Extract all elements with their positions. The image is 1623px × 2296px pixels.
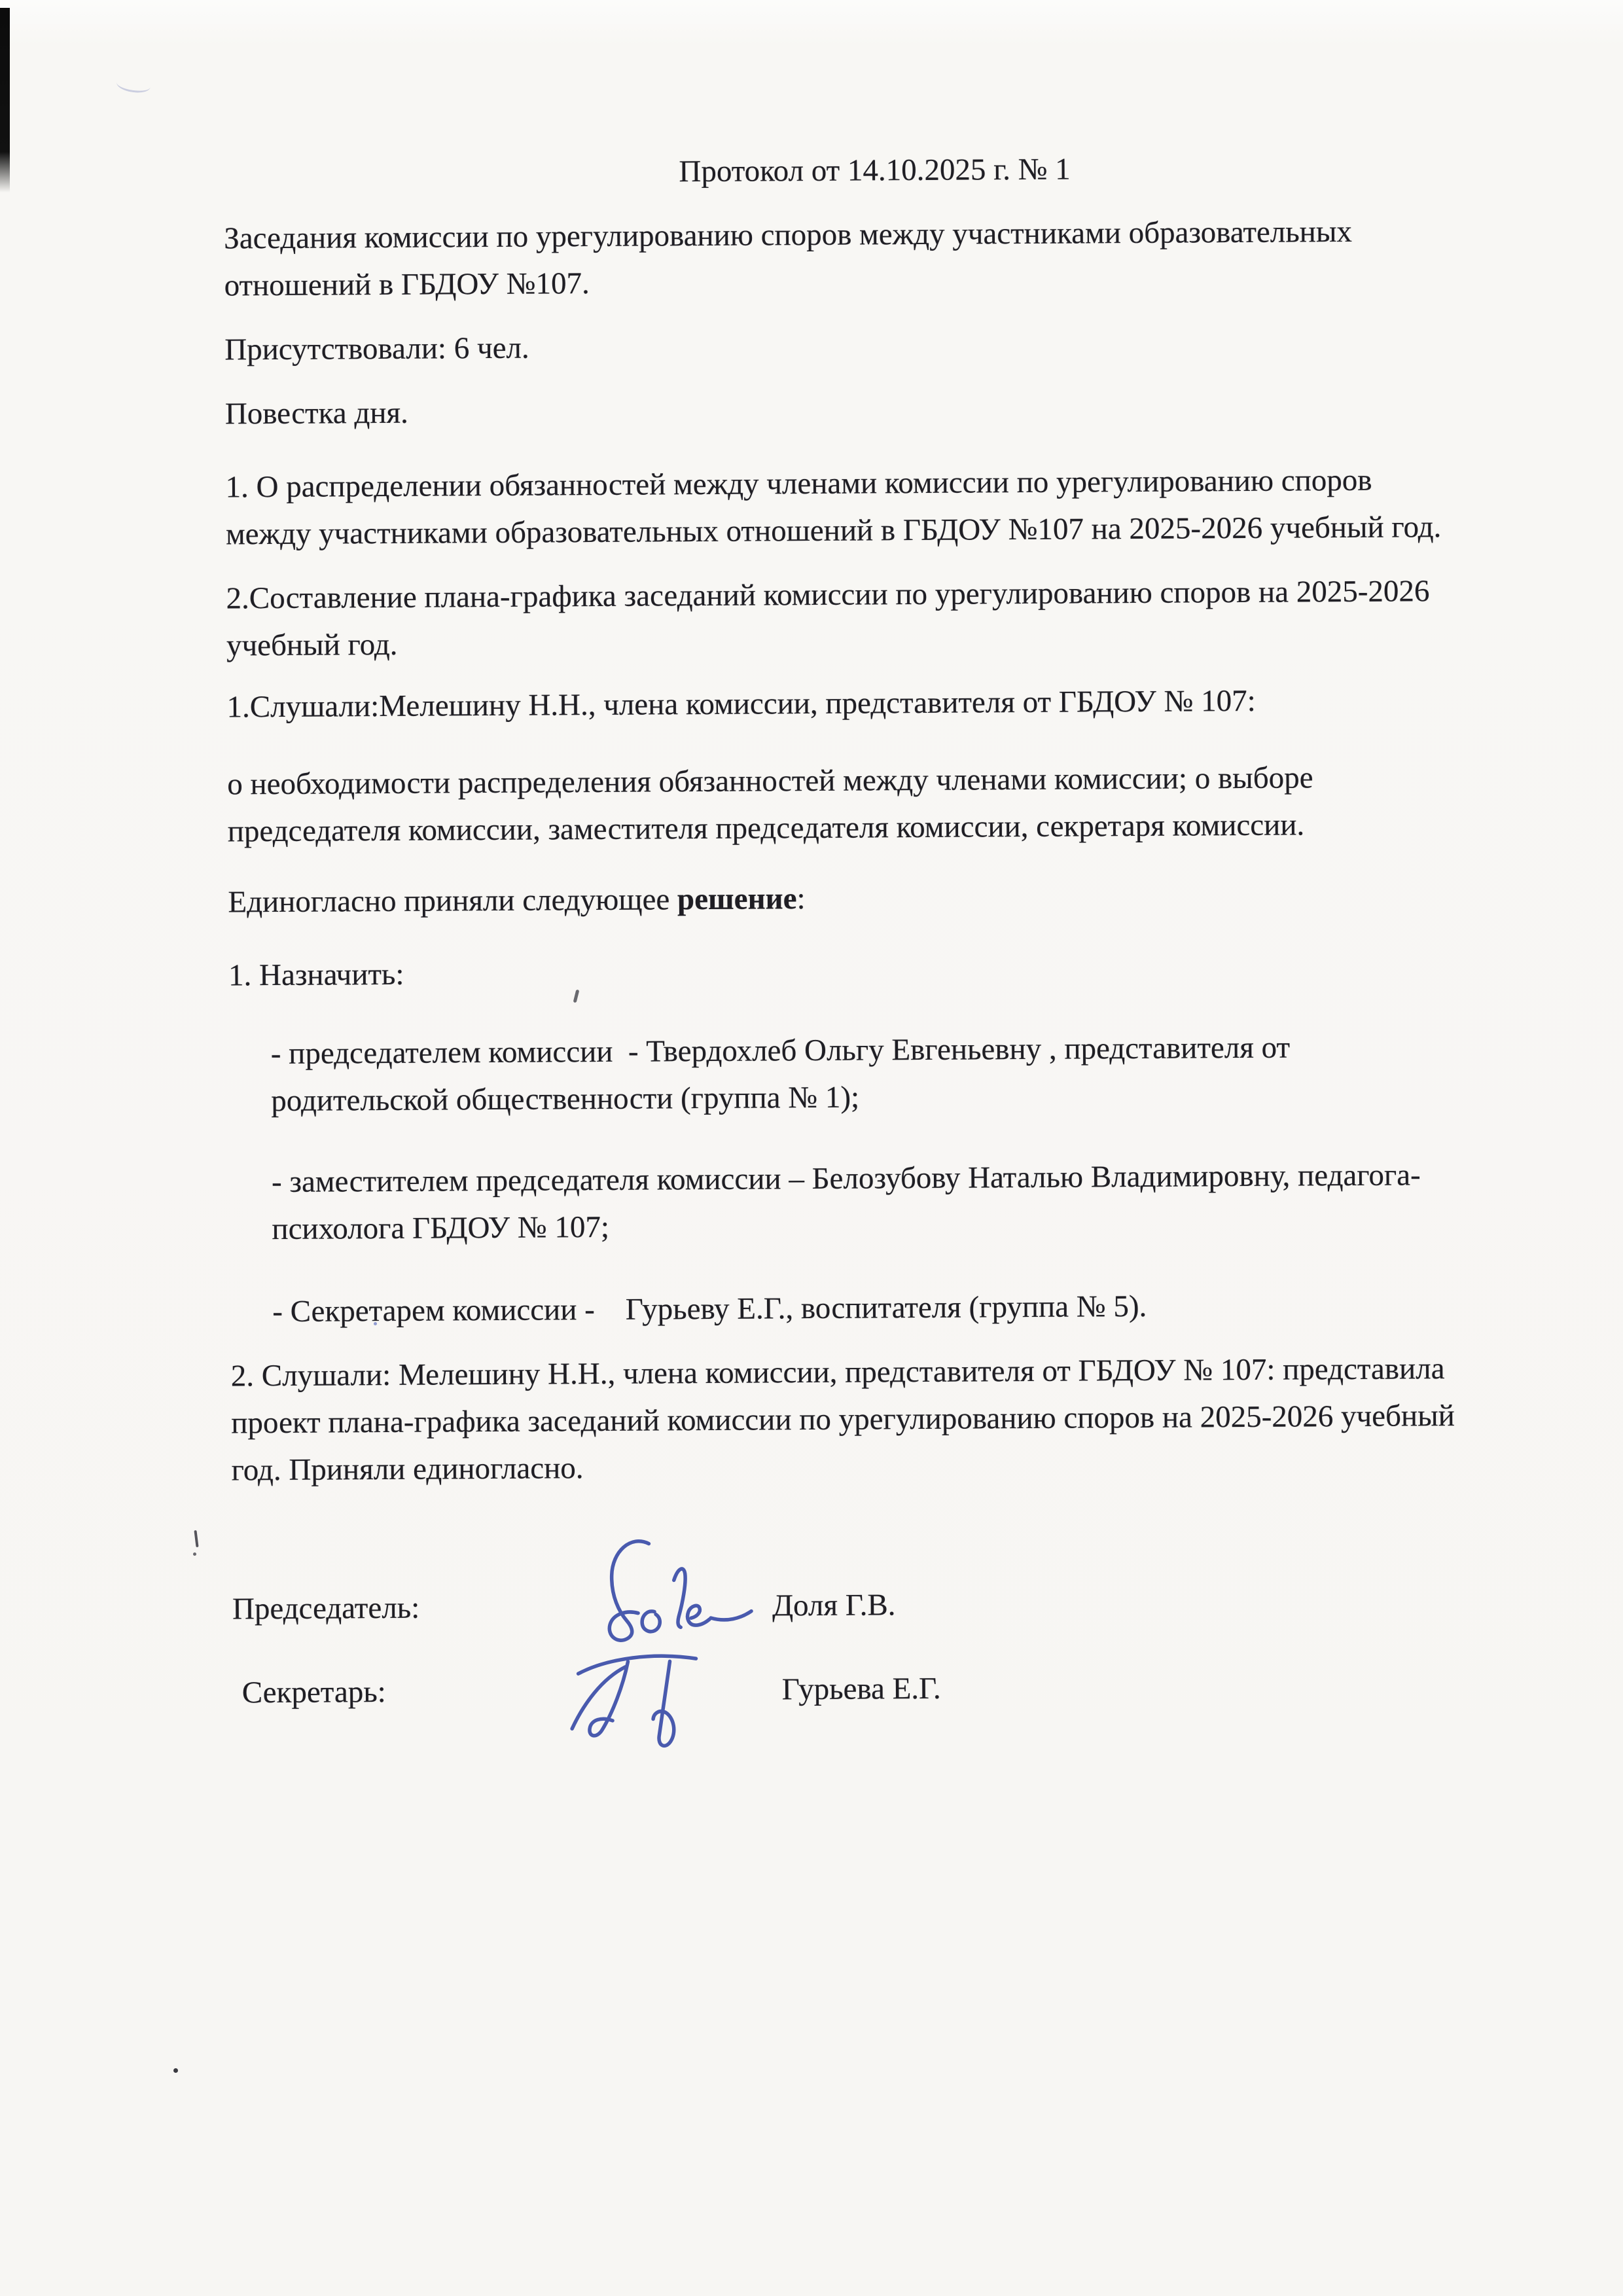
signature-label: Секретарь: [241, 1675, 386, 1710]
signature-name: Гурьева Е.Г. [781, 1671, 941, 1707]
paragraph-appoint-heading: 1. Назначить: [228, 957, 404, 993]
signature-name: Доля Г.В. [772, 1588, 896, 1623]
decision-suffix: : [796, 882, 806, 916]
paragraph-intro: Заседания комиссии по урегулированию споров между участниками образовательных отношений в ГБДОУ №107. [224, 214, 1360, 303]
paragraph-heard-2: 2. Слушали: Мелешину Н.Н., члена комиссии, представителя от ГБДОУ № 107: представила проект плана-графика заседаний комиссии по урегулированию споров на 2025-2026 учебный год. Приняли единогласно. [230, 1352, 1463, 1488]
signature-block [232, 1560, 1464, 1734]
scan-speck-artifact [173, 2068, 178, 2073]
page-title: Протокол от 14.10.2025 г. № 1 [679, 152, 1071, 189]
paragraph-agenda-item-1: 1. О распределении обязанностей между членами комиссии по урегулированию споров между участниками образовательных отношений в ГБДОУ №107 на 2025-2026 учебный год. [225, 463, 1442, 552]
signature-guryeva-icon [582, 1647, 779, 1732]
signature-row-secretary [232, 1643, 1463, 1734]
decision-prefix: Единогласно приняли следующее [228, 882, 678, 920]
appointment-item-deputy: - заместителем председателя комиссии – Белозубову Наталью Владимировну, педагога-психолога ГБДОУ № 107; [271, 1158, 1421, 1247]
paragraph-agenda-heading: Повестка дня. [224, 395, 408, 431]
decision-bold-word: решение [677, 882, 797, 917]
paragraph-decision [228, 871, 1458, 925]
paragraph-agenda-item-2: 2.Составление плана-графика заседаний комиссии по урегулированию споров на 2025-2026 учебный год. [226, 574, 1438, 663]
paragraph-heard-1: 1.Слушали:Мелешину Н.Н., члена комиссии, представителя от ГБДОУ № 107: [226, 683, 1256, 725]
signature-label: Председатель: [232, 1590, 420, 1626]
appointment-item-chairman: - председателем комиссии - Твердохлеб Ольгу Евгеньевну , представителя от родительской общественности (группа № 1); [270, 1030, 1298, 1119]
signature-row-chairman [232, 1560, 1463, 1651]
appointment-item-secretary: - Секретарем комиссии - Гурьеву Е.Г., воспитателя (группа № 5). [272, 1289, 1147, 1329]
paragraph-heard-1-details: о необходимости распределения обязанностей между членами комиссии; о выборе председателя комиссии, заместителя председателя комиссии, секретаря комиссии. [227, 761, 1321, 849]
paragraph-attendees: Присутствовали: 6 чел. [224, 331, 529, 367]
